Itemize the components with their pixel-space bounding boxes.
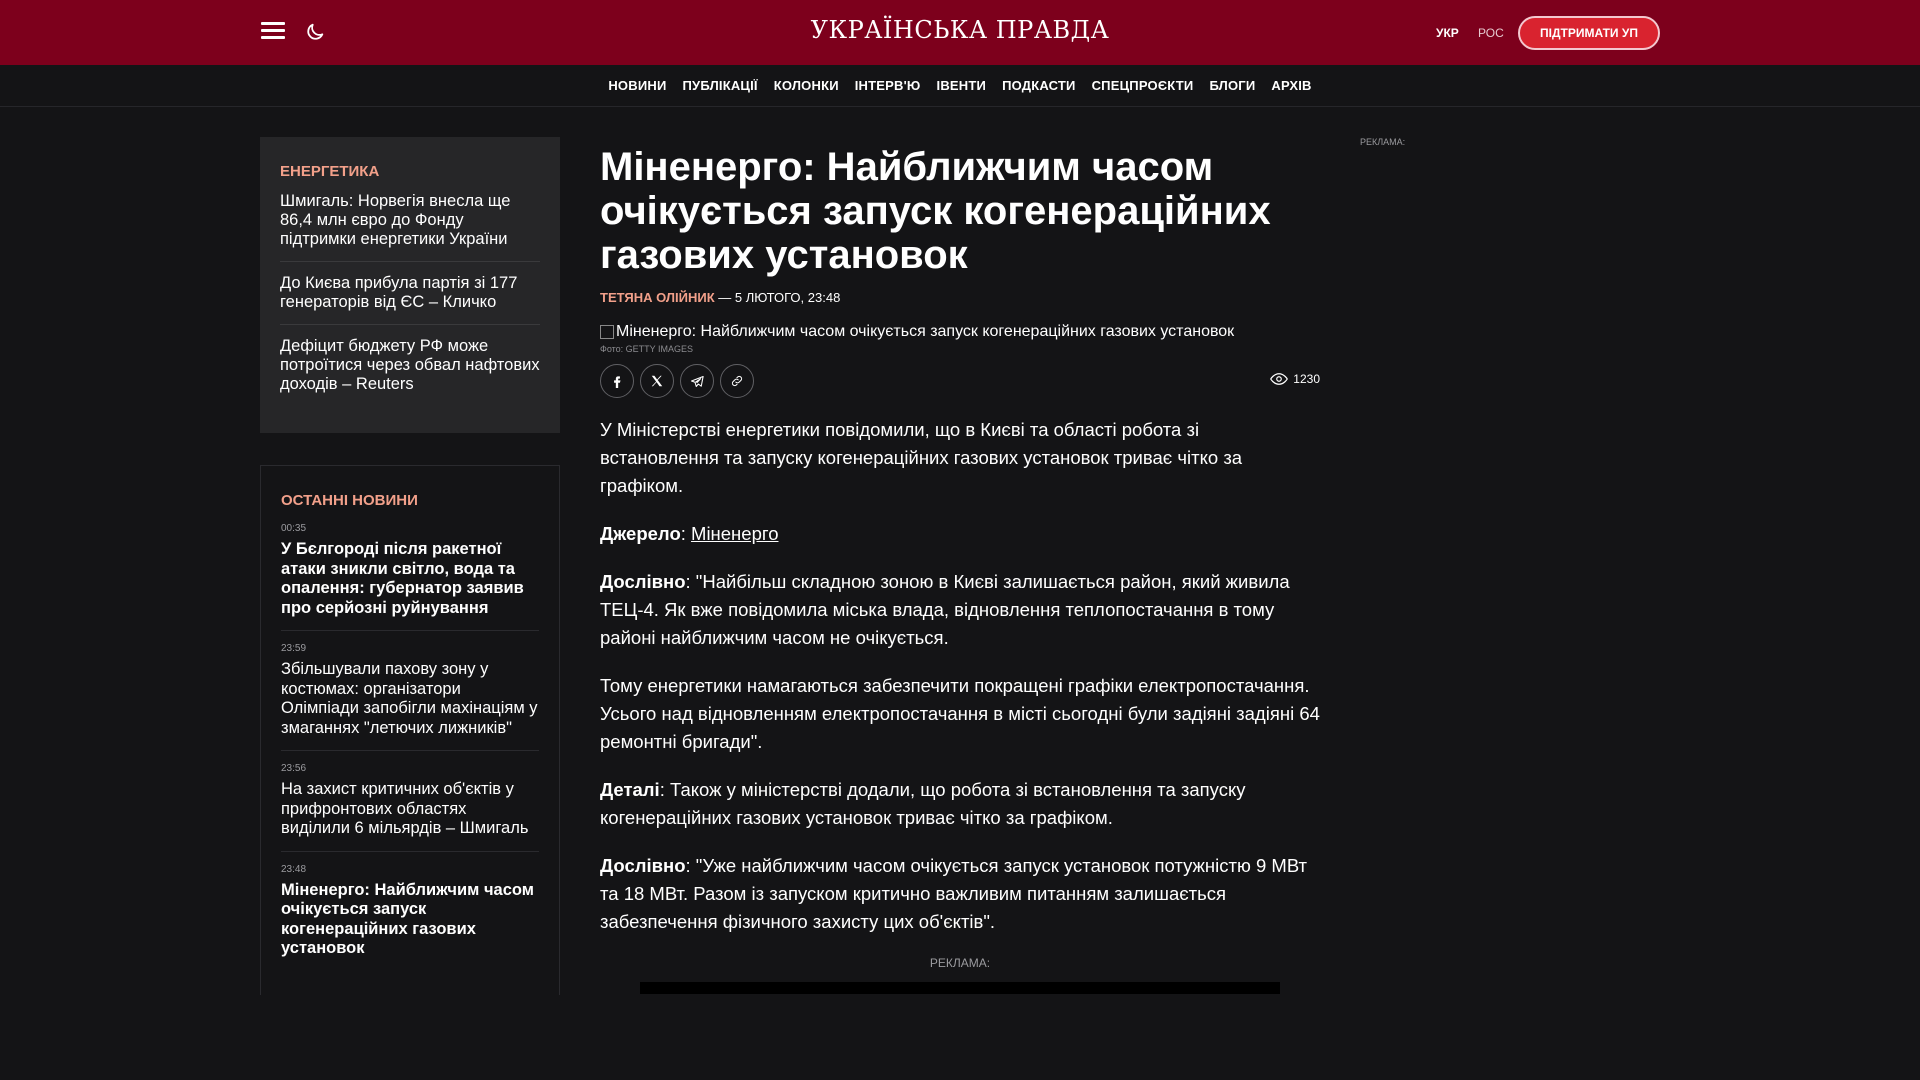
news-time: 23:56 xyxy=(281,763,307,774)
list-item[interactable] xyxy=(281,643,539,751)
x-share-button[interactable] xyxy=(640,364,674,398)
paragraph-text: : "Найбільш складною зоною в Києві залишається район, який живила ТЕЦ-4. Як вже повідомила міська влада, відновлення теплопостачання в тому районі найближчим часом не очікується. xyxy=(600,571,1290,648)
article xyxy=(600,145,1320,994)
nav-item-blogs[interactable]: БЛОГИ xyxy=(1209,78,1256,93)
broken-image-icon xyxy=(600,325,614,339)
telegram-share-button[interactable] xyxy=(680,364,714,398)
article-date: — 5 ЛЮТОГО, 23:48 xyxy=(714,290,841,305)
telegram-icon xyxy=(690,374,705,389)
news-time: 00:35 xyxy=(281,523,307,534)
energy-section xyxy=(260,137,560,433)
nav-item-podcasts[interactable]: ПОДКАСТИ xyxy=(1002,78,1076,93)
share-bar xyxy=(600,364,1320,398)
article-byline xyxy=(600,290,1320,305)
nav-item-publications[interactable]: ПУБЛІКАЦІЇ xyxy=(682,78,758,93)
news-title[interactable]: Міненерго: Найближчим часом очікується запуск когенераційних газових установок xyxy=(281,880,534,957)
article-paragraph xyxy=(600,776,1320,832)
lang-ukr-link[interactable]: УКР xyxy=(1436,26,1459,40)
paragraph-text: У Міністерстві енергетики повідомили, що в Києві та області робота зі встановлення та запуску когенераційних газових установок триває чітко за графіком. xyxy=(600,419,1243,496)
energy-news-item[interactable]: До Києва прибула партія зі 177 генераторів від ЄС – Кличко xyxy=(280,274,540,325)
latest-news-title: ОСТАННІ НОВИНИ xyxy=(281,492,418,509)
copy-link-button[interactable] xyxy=(720,364,754,398)
nav-item-columns[interactable]: КОЛОНКИ xyxy=(773,78,839,93)
news-time: 23:59 xyxy=(281,643,307,654)
eye-icon xyxy=(1270,372,1288,386)
sidebar-ad-label: РЕКЛАМА: xyxy=(1360,137,1406,147)
source-link[interactable]: Міненерго xyxy=(691,523,779,544)
energy-news-item[interactable]: Шмигаль: Норвегія внесла ще 86,4 млн євро до Фонду підтримки енергетики України xyxy=(280,192,540,262)
article-paragraph xyxy=(600,568,1320,652)
quote-label: Дослівно xyxy=(600,855,686,876)
top-header xyxy=(0,0,1920,65)
support-button[interactable]: ПІДТРИМАТИ УП xyxy=(1518,16,1660,50)
quote-label: Дослівно xyxy=(600,571,686,592)
x-icon xyxy=(650,374,664,388)
article-paragraph xyxy=(600,416,1320,500)
energy-news-item[interactable]: Дефіцит бюджету РФ може потроїтися через обвал нафтових доходів – Reuters xyxy=(280,337,540,393)
latest-news-section xyxy=(260,465,560,995)
source-label: Джерело xyxy=(600,523,681,544)
article-photo xyxy=(600,323,1320,341)
news-title[interactable]: На захист критичних об'єктів у прифронтових областях виділили 6 мільярдів – Шмигаль xyxy=(281,780,529,837)
list-item[interactable] xyxy=(281,864,539,971)
author-link[interactable]: ТЕТЯНА ОЛІЙНИК xyxy=(600,290,715,305)
details-label: Деталі xyxy=(600,779,660,800)
paragraph-text: : Також у міністерстві додали, що робота зі встановлення та запуску когенераційних газових установок триває чітко за графіком. xyxy=(600,779,1246,828)
article-headline: Міненерго: Найближчим часом очікується запуск когенераційних газових установок xyxy=(600,145,1271,277)
menu-icon[interactable] xyxy=(261,22,285,40)
nav-item-archive[interactable]: АРХІВ xyxy=(1271,78,1312,93)
site-logo[interactable]: УКРАЇНСЬКА ПРАВДА xyxy=(810,16,1110,44)
view-counter xyxy=(1270,372,1320,386)
facebook-icon xyxy=(610,374,624,388)
article-paragraph: Джерело: Міненерго xyxy=(600,523,779,544)
article-paragraph xyxy=(600,852,1320,936)
photo-alt-text: Міненерго: Найближчим часом очікується запуск когенераційних газових установок xyxy=(616,323,1235,340)
news-title[interactable]: Збільшували пахову зону у костюмах: організатори Олімпіади запобігли махінаціям у змаганнях "летючих лижників" xyxy=(281,660,538,737)
paragraph-text: Тому енергетики намагаються забезпечити покращені графіки електропостачання. Усього над відновленням електропостачання в місті сьогодні були задіяні задіяні 64 ремонтні бригади". xyxy=(600,675,1320,752)
nav-item-interview[interactable]: ІНТЕРВ'Ю xyxy=(854,78,921,93)
nav-item-special-projects[interactable]: СПЕЦПРОЄКТИ xyxy=(1091,78,1194,93)
main-nav xyxy=(0,65,1920,107)
link-icon xyxy=(730,374,744,388)
ad-label: РЕКЛАМА: xyxy=(929,956,991,970)
paragraph-text: : "Уже найближчим часом очікується запуск установок потужністю 9 МВт та 18 МВт. Разом із запуском критично важливим питанням залишається забезпечення фізичного захисту цих об'єктів". xyxy=(600,855,1308,932)
article-paragraph xyxy=(600,672,1320,756)
energy-section-title[interactable]: ЕНЕРГЕТИКА xyxy=(280,163,380,180)
nav-item-news[interactable]: НОВИНИ xyxy=(608,78,667,93)
news-time: 23:48 xyxy=(281,863,307,875)
ad-banner[interactable] xyxy=(640,982,1280,994)
dark-mode-moon-icon[interactable] xyxy=(304,21,326,43)
news-title[interactable]: У Бєлгороді після ракетної атаки зникли світло, вода та опалення: губернатор заявив про серйозні руйнування xyxy=(281,540,524,617)
article-body xyxy=(600,416,1320,936)
list-item[interactable] xyxy=(281,763,539,852)
photo-credit: Фото: GETTY IMAGES xyxy=(600,344,694,354)
view-count: 1230 xyxy=(1293,372,1320,386)
lang-ros-link[interactable]: РОС xyxy=(1478,26,1504,40)
facebook-share-button[interactable] xyxy=(600,364,634,398)
list-item[interactable] xyxy=(281,523,539,631)
nav-item-events[interactable]: ІВЕНТИ xyxy=(936,78,987,93)
